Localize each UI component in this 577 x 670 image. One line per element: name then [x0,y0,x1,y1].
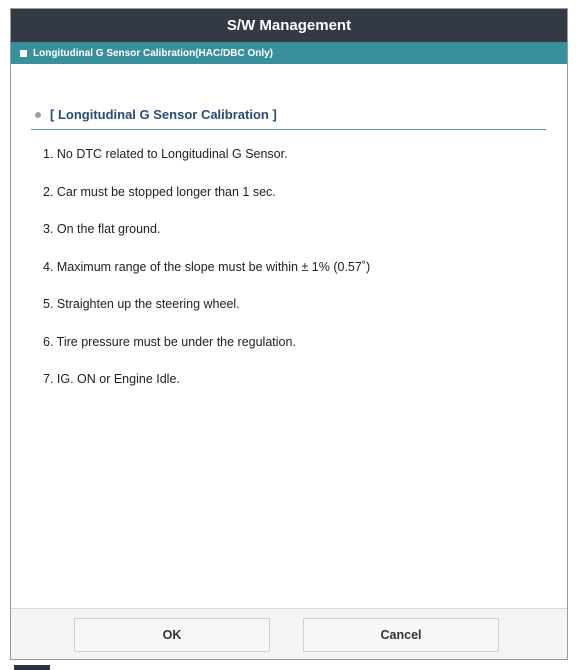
condition-item-6: 6. Tire pressure must be under the regulation. [43,334,296,349]
condition-item-4: 4. Maximum range of the slope must be within ± 1% (0.57˚) [43,259,371,274]
condition-item-3: 3. On the flat ground. [43,222,161,236]
calibration-heading-text: [ Longitudinal G Sensor Calibration ] [50,107,277,122]
dialog-title-bar [11,9,567,42]
condition-list [43,143,370,406]
ok-button[interactable]: OK [74,618,270,652]
cancel-button[interactable]: Cancel [303,618,499,652]
calibration-heading [31,104,546,130]
content-panel [11,64,567,610]
sw-management-dialog [10,8,568,660]
dialog-footer [11,608,567,659]
condition-item-2: 2. Car must be stopped longer than 1 sec. [43,184,276,199]
condition-item-5: 5. Straighten up the steering wheel. [43,297,240,311]
dialog-title: S/W Management [226,17,352,34]
condition-item-7: 7. IG. ON or Engine Idle. [43,372,180,386]
section-header-bar [11,42,567,64]
section-title: Longitudinal G Sensor Calibration(HAC/DBC Only) [33,47,273,59]
taskbar-fragment [14,665,50,670]
square-bullet-icon [20,50,27,57]
condition-item-1: 1. No DTC related to Longitudinal G Sensor. [43,147,288,161]
circle-bullet-icon [35,112,41,118]
